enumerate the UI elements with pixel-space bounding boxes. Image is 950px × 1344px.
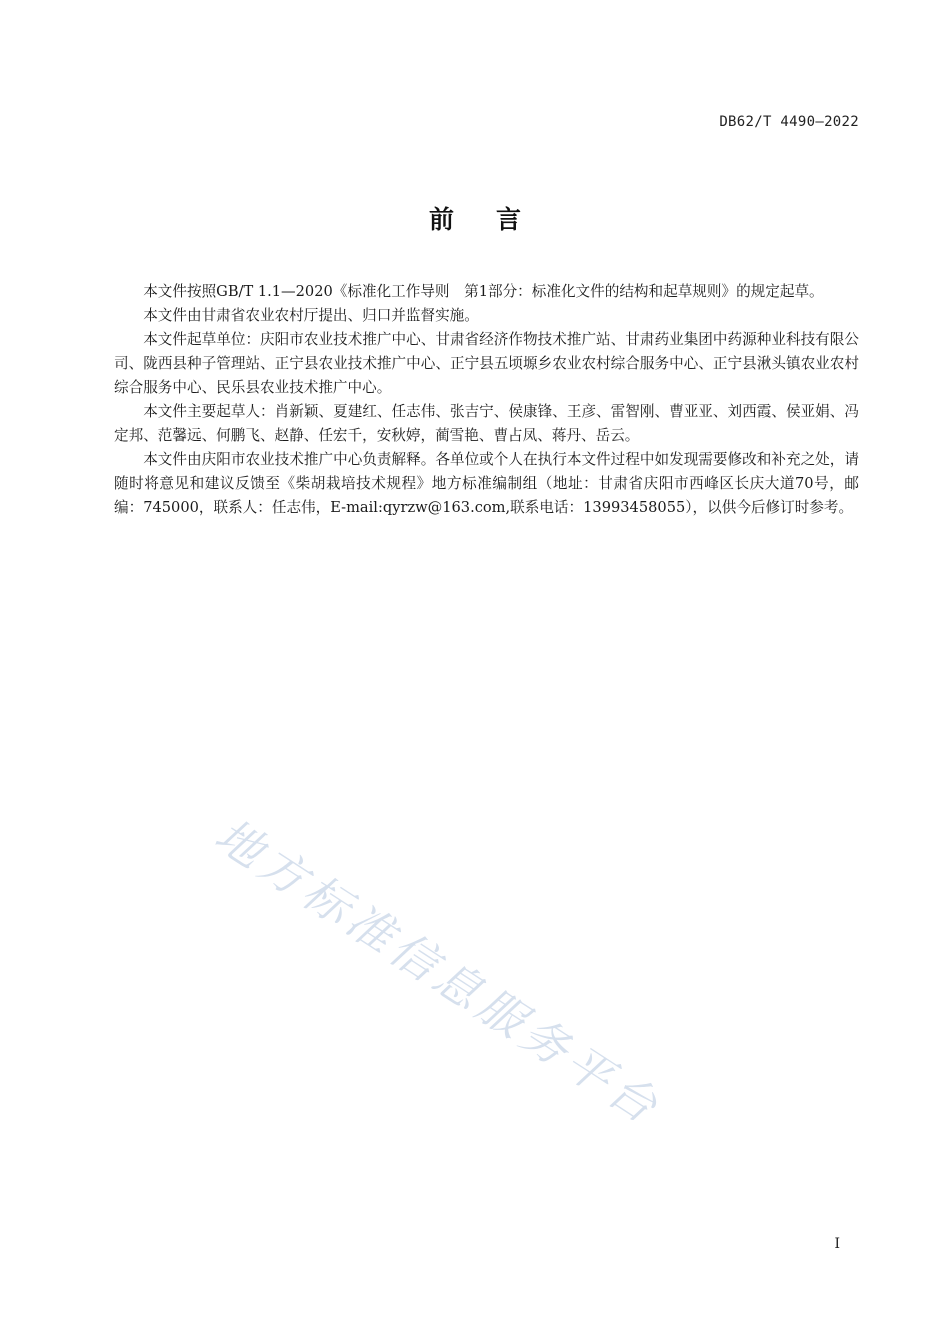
foreword-body [114,280,859,520]
paragraph-proposer: 本文件由甘肃省农业农村厅提出、归口并监督实施。 [143,307,479,324]
watermark: 地方标准信息服务平台 [205,807,672,1137]
paragraph-drafters: 本文件主要起草人：肖新颖、夏建红、任志伟、张吉宁、侯康锋、王彦、雷智刚、曹亚亚、刘西霞、侯亚娟、冯定邦、范馨远、何鹏飞、赵静、任宏千，安秋婷，蔺雪艳、曹占凤、蒋丹、岳云。 [114,403,859,444]
page-number: I [834,1236,840,1252]
paragraph-drafting-rules: 本文件按照GB/T 1.1—2020《标准化工作导则 第1部分：标准化文件的结构和起草规则》的规定起草。 [143,283,824,300]
paragraph-interpretation: 本文件由庆阳市农业技术推广中心负责解释。各单位或个人在执行本文件过程中如发现需要修改和补充之处，请随时将意见和建议反馈至《柴胡栽培技术规程》地方标准编制组（地址：甘肃省庆阳市西峰区长庆大道70号，邮编：745000，联系人：任志伟，E-mail:qyrzw@163.com,联系电话：13993458055），以供今后修订时参考。 [114,451,859,516]
paragraph-drafting-units: 本文件起草单位：庆阳市农业技术推广中心、甘肃省经济作物技术推广站、甘肃药业集团中药源种业科技有限公司、陇西县种子管理站、正宁县农业技术推广中心、正宁县五顷塬乡农业农村综合服务中心、正宁县湫头镇农业农村综合服务中心、民乐县农业技术推广中心。 [114,331,859,396]
page-title: 前言 [428,205,563,234]
document-code: DB62/T 4490—2022 [719,114,859,130]
